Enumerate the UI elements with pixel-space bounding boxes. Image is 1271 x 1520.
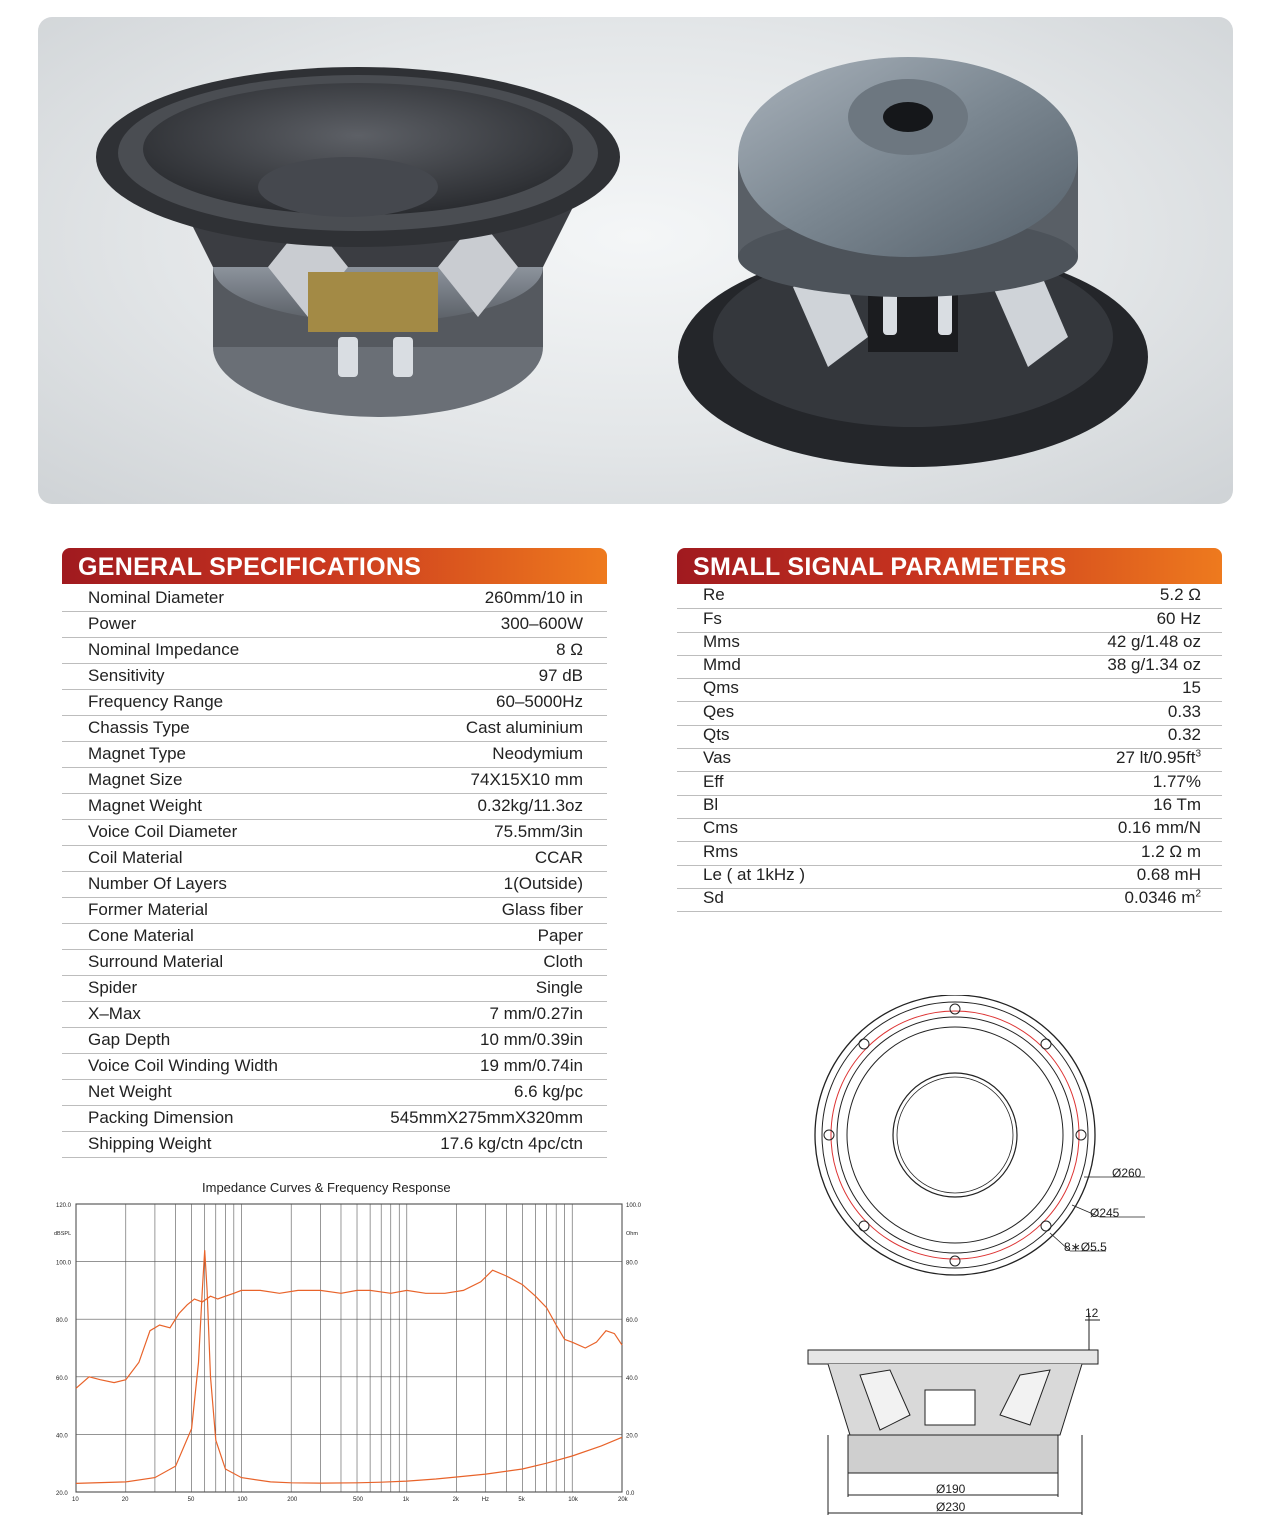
general-spec-label: Frequency Range: [88, 692, 224, 711]
general-spec-value: [496, 692, 583, 712]
dimension-drawing-svg: [800, 995, 1160, 1515]
general-spec-value: [440, 1134, 583, 1154]
general-spec-label: Sensitivity: [88, 666, 165, 685]
small-signal-row: [677, 609, 1222, 632]
general-spec-value: [492, 744, 583, 764]
general-spec-row: [62, 950, 607, 976]
general-spec-row: [62, 1002, 607, 1028]
small-signal-value: [1153, 795, 1201, 815]
general-spec-label: Gap Depth: [88, 1030, 171, 1049]
general-spec-row: [62, 794, 607, 820]
small-signal-label: Qts: [703, 725, 730, 745]
small-signal-value: [1107, 632, 1201, 652]
small-signal-value-text: 1.77%: [1152, 771, 1201, 791]
general-spec-value-text: 8 Ω: [556, 640, 583, 659]
general-spec-label: Shipping Weight: [88, 1134, 212, 1153]
general-spec-label: Packing Dimension: [88, 1108, 234, 1127]
impedance-frequency-chart: [52, 1176, 652, 1506]
speaker-front-view: [96, 67, 620, 417]
general-spec-value-text: 10 mm/0.39in: [480, 1030, 583, 1049]
general-spec-label: Cone Material: [88, 926, 194, 945]
general-spec-label: X–Max: [88, 1004, 141, 1023]
x-tick-label: 1k: [402, 1497, 410, 1503]
general-spec-value: [485, 588, 583, 608]
x-tick-label: 5k: [518, 1497, 525, 1503]
general-spec-value: [466, 718, 583, 738]
general-spec-row: [62, 664, 607, 690]
small-signal-row: [677, 889, 1222, 912]
small-signal-row: [677, 842, 1222, 865]
small-signal-value: [1168, 725, 1201, 745]
general-spec-label: Surround Material: [88, 952, 224, 971]
general-spec-value: [514, 1082, 583, 1102]
y-tick-label-right: 0.0: [626, 1491, 635, 1497]
x-tick-label: 50: [187, 1497, 195, 1503]
dim-label-outer: Ø260: [1112, 1166, 1142, 1180]
dim-label-magnet: Ø190: [936, 1482, 966, 1496]
general-spec-value: [501, 614, 583, 634]
general-spec-value-text: 545mmX275mmX320mm: [390, 1108, 583, 1127]
general-spec-row: [62, 1028, 607, 1054]
top-view: [815, 995, 1145, 1275]
small-signal-label: Eff: [703, 771, 724, 791]
small-signal-value: [1118, 818, 1201, 838]
small-signal-value-text: 0.33: [1167, 701, 1201, 721]
small-signal-label: Qes: [703, 701, 735, 721]
general-spec-value-text: 0.32kg/11.3oz: [477, 796, 583, 815]
y-tick-label-left: 120.0: [56, 1203, 72, 1209]
small-signal-row: [677, 866, 1222, 889]
y-tick-label-right: 40.0: [626, 1375, 638, 1382]
y-tick-label-left: 40.0: [56, 1433, 68, 1440]
general-spec-value: [471, 770, 583, 790]
small-signal-value-text: 1.2 Ω m: [1141, 841, 1201, 861]
general-spec-value-text: 19 mm/0.74in: [480, 1056, 583, 1075]
general-spec-value: [502, 900, 583, 920]
small-signal-value: [1160, 585, 1201, 605]
small-signal-value-text: 38 g/1.34 oz: [1107, 655, 1201, 675]
small-signal-table: [677, 586, 1222, 912]
general-spec-label: Number Of Layers: [88, 874, 227, 893]
general-spec-value: [477, 796, 583, 816]
left-axis-label: dBSPL: [54, 1231, 72, 1237]
small-signal-value-text: 0.32: [1167, 725, 1201, 745]
general-spec-label: Nominal Diameter: [88, 588, 225, 607]
general-spec-value-text: CCAR: [534, 848, 583, 867]
small-signal-row: [677, 726, 1222, 749]
general-spec-label: Coil Material: [88, 848, 183, 867]
general-spec-label: Magnet Weight: [88, 796, 203, 815]
small-signal-value: [1107, 655, 1201, 675]
general-spec-value: [480, 1056, 583, 1076]
general-spec-value-text: 7 mm/0.27in: [489, 1004, 583, 1023]
general-spec-row: [62, 742, 607, 768]
dim-label-flange: 12: [1085, 1306, 1099, 1320]
general-spec-label: Magnet Type: [88, 744, 186, 763]
general-spec-value: [480, 1030, 583, 1050]
small-signal-header: SMALL SIGNAL PARAMETERS: [677, 548, 1222, 584]
general-spec-row: [62, 924, 607, 950]
small-signal-label: Cms: [703, 818, 738, 838]
general-spec-value-text: 1(Outside): [503, 874, 583, 893]
small-signal-value: [1153, 772, 1201, 792]
general-spec-value: [556, 640, 583, 660]
small-signal-value-superscript: 2: [1195, 888, 1201, 900]
general-spec-value: [535, 848, 583, 868]
general-spec-value: [504, 874, 583, 894]
small-signal-label: Re: [703, 585, 725, 605]
chart-plot: [52, 1176, 652, 1506]
general-spec-label: Voice Coil Winding Width: [88, 1056, 278, 1075]
general-spec-value: [489, 1004, 583, 1024]
general-spec-row: [62, 612, 607, 638]
general-spec-label: Net Weight: [88, 1082, 172, 1101]
general-spec-value: [494, 822, 583, 842]
small-signal-row: [677, 702, 1222, 725]
small-signal-row: [677, 633, 1222, 656]
general-spec-label: Magnet Size: [88, 770, 183, 789]
general-spec-value-text: Glass fiber: [501, 900, 583, 919]
y-tick-label-left: 100.0: [56, 1260, 72, 1267]
small-signal-value: [1137, 865, 1201, 885]
general-spec-label: Power: [88, 614, 137, 633]
general-spec-value: [536, 978, 583, 998]
small-signal-value-text: 60 Hz: [1156, 608, 1201, 628]
small-signal-value-text: 27 lt/0.95ft: [1116, 748, 1196, 768]
small-signal-label: Mmd: [703, 655, 741, 675]
general-spec-value-text: 60–5000Hz: [496, 692, 583, 711]
general-spec-value: [390, 1108, 583, 1128]
x-tick-label: 10k: [568, 1497, 578, 1503]
general-spec-row: [62, 846, 607, 872]
small-signal-value-text: 0.0346 m: [1124, 888, 1196, 908]
small-signal-label: Fs: [703, 608, 722, 628]
small-signal-value-text: 0.68 mH: [1136, 864, 1201, 884]
general-spec-row: [62, 872, 607, 898]
y-tick-label-left: 20.0: [56, 1491, 68, 1497]
general-spec-value-text: 75.5mm/3in: [494, 822, 583, 841]
general-spec-value-text: 6.6 kg/pc: [514, 1082, 583, 1101]
general-spec-row: [62, 1132, 607, 1158]
small-signal-value-text: 15: [1182, 678, 1201, 698]
general-spec-value-text: 74X15X10 mm: [470, 770, 583, 789]
general-spec-label: Nominal Impedance: [88, 640, 240, 659]
general-spec-value-text: Cloth: [543, 952, 583, 971]
x-tick-label: 2k: [452, 1497, 459, 1503]
general-spec-value-text: Cast aluminium: [465, 718, 583, 737]
small-signal-label: Qms: [703, 678, 739, 698]
small-signal-value: [1182, 678, 1201, 698]
small-signal-label: Mms: [703, 631, 740, 651]
small-signal-value: [1168, 702, 1201, 722]
small-signal-label: Vas: [703, 748, 732, 768]
general-spec-row: [62, 638, 607, 664]
general-specs-header: GENERAL SPECIFICATIONS: [62, 548, 607, 584]
general-spec-value-text: 260mm/10 in: [484, 588, 583, 607]
dimension-drawing: [800, 995, 1160, 1520]
small-signal-label: Le ( at 1kHz ): [703, 864, 806, 884]
general-spec-row: [62, 898, 607, 924]
general-spec-row: [62, 976, 607, 1002]
speaker-illustration: [38, 17, 1233, 504]
small-signal-value: [1125, 888, 1201, 908]
y-tick-label-right: 80.0: [626, 1260, 638, 1267]
x-tick-label: 200: [287, 1497, 298, 1503]
y-tick-label-right: 100.0: [626, 1203, 642, 1209]
small-signal-row: [677, 796, 1222, 819]
general-spec-row: [62, 716, 607, 742]
small-signal-value-text: 42 g/1.48 oz: [1107, 631, 1201, 651]
general-spec-label: Former Material: [88, 900, 208, 919]
general-spec-row: [62, 1106, 607, 1132]
general-spec-row: [62, 768, 607, 794]
small-signal-value: [1141, 842, 1201, 862]
general-spec-row: [62, 1080, 607, 1106]
general-spec-row: [62, 1054, 607, 1080]
small-signal-value-text: 16 Tm: [1153, 794, 1201, 814]
dim-label-holes: 8∗Ø5.5: [1064, 1240, 1107, 1254]
small-signal-value-text: 0.16 mm/N: [1117, 818, 1201, 838]
general-spec-value: [543, 952, 583, 972]
small-signal-value: [1116, 748, 1201, 768]
x-tick-label: 20: [121, 1497, 129, 1503]
right-axis-label: Ohm: [626, 1231, 638, 1237]
general-spec-value-text: 300–600W: [500, 614, 583, 633]
general-spec-value-text: Neodymium: [492, 744, 583, 763]
small-signal-row: [677, 749, 1222, 772]
dim-label-frame: Ø230: [936, 1500, 966, 1514]
x-tick-label: 100: [237, 1497, 248, 1503]
product-photo: [38, 17, 1233, 504]
general-spec-row: [62, 586, 607, 612]
general-spec-label: Voice Coil Diameter: [88, 822, 238, 841]
chart-title: Impedance Curves & Frequency Response: [202, 1180, 451, 1195]
general-spec-value: [538, 926, 583, 946]
general-spec-value-text: 17.6 kg/ctn 4pc/ctn: [440, 1134, 583, 1153]
x-tick-label: 10: [72, 1497, 79, 1503]
x-tick-label: 500: [353, 1497, 364, 1503]
small-signal-value: [1157, 609, 1201, 629]
general-spec-value-text: Single: [535, 978, 583, 997]
general-spec-row: [62, 690, 607, 716]
y-tick-label-right: 20.0: [626, 1433, 638, 1440]
small-signal-label: Bl: [703, 794, 719, 814]
x-tick-label: 20k: [618, 1497, 628, 1503]
small-signal-value-superscript: 3: [1195, 748, 1201, 760]
general-specs-table: [62, 586, 607, 1158]
y-tick-label-left: 60.0: [56, 1375, 68, 1382]
general-spec-value-text: 97 dB: [538, 666, 583, 685]
x-tick-label: Hz: [481, 1497, 490, 1503]
dim-label-bolt-circle: Ø245: [1090, 1206, 1120, 1220]
small-signal-row: [677, 819, 1222, 842]
small-signal-value-text: 5.2 Ω: [1159, 585, 1201, 605]
general-spec-value-text: Paper: [537, 926, 583, 945]
general-spec-row: [62, 820, 607, 846]
general-spec-label: Chassis Type: [88, 718, 190, 737]
small-signal-label: Rms: [703, 841, 738, 861]
speaker-rear-view: [678, 57, 1148, 467]
plot-frame: [76, 1204, 622, 1492]
general-spec-value: [539, 666, 583, 686]
small-signal-row: [677, 656, 1222, 679]
small-signal-label: Sd: [703, 888, 724, 908]
y-tick-label-left: 80.0: [56, 1318, 68, 1325]
y-tick-label-right: 60.0: [626, 1318, 638, 1325]
small-signal-row: [677, 586, 1222, 609]
small-signal-row: [677, 679, 1222, 702]
general-spec-label: Spider: [88, 978, 138, 997]
small-signal-row: [677, 772, 1222, 795]
